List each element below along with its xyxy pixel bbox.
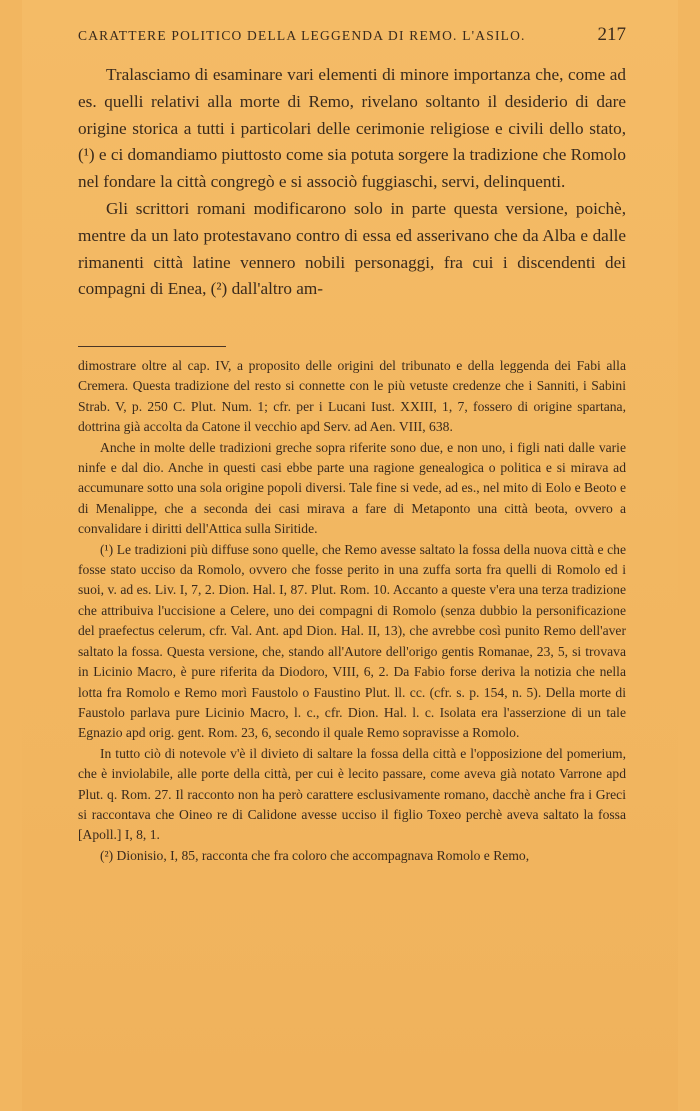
page-header — [78, 24, 626, 46]
paragraph-1: Tralasciamo di esaminare vari elementi di minore importanza che, come ad es. quelli relativi alla morte di Remo, rivelano soltanto il desiderio di dare origine storica a tutti i particolari delle cerimonie religiose e civili dello stato, (¹) e ci domandiamo piuttosto come sia potuta sorgere la tradizione che Romolo nel fondare la città congregò e si associò fuggiaschi, servi, delinquenti. — [78, 65, 627, 192]
footnote-1: (¹) Le tradizioni più diffuse sono quelle, che Remo avesse saltato la fossa della nuova città e che fosse stato ucciso da Romolo, ovvero che fosse perito in una zuffa sorta fra quelli di Romolo ed i suoi, v. ad es. Liv. I, 7, 2. Dion. Hal. I, 87. Plut. Rom. 10. Accanto a queste v'era una terza tradizione che attribuiva l'uccisione a Celere, uno dei compagni di Romolo (senza dubbio la personificazione del praefectus celerum, cfr. Val. Ant. apd Dion. Hal. II, 13), che avrebbe così punito Remo dell'aver saltato la fossa. Questa versione, che, stando all'Autore dell'origo gentis Romanae, 23, 5, si trovava in Licinio Macro, è pure riferita da Diodoro, VIII, 6, 2. Da Fabio forse deriva la notizia che nella lotta fra Romolo e Remo morì Faustolo o Faustino Plut. ll. cc. (cfr. s. p. 154, n. 5). Della morte di Faustolo parlava pure Licinio Macro, l. c., cfr. Dion. Hal. l. c. Isolata era l'asserzione di un tale Egnazio apd orig. gent. Rom. 23, 6, secondo il quale Remo sopravisse a Romolo. — [78, 541, 626, 741]
footnotes — [78, 356, 626, 866]
page-number: 217 — [597, 24, 626, 45]
book-page — [22, 0, 678, 1111]
running-head: CARATTERE POLITICO DELLA LEGGENDA DI REMO. L'ASILO. — [78, 28, 526, 43]
footnote-paragraph: In tutto ciò di notevole v'è il divieto di saltare la fossa della città e l'opposizione del pomerium, che è inviolabile, alle porte della città, per cui è lecito passare, come aveva già notato Varrone apd Plut. q. Rom. 27. Il racconto non ha però carattere esclusivamente romano, dacchè anche fra i Greci si raccontava che Oineo re di Calidone avesse ucciso il figlio Toxeo perchè aveva saltato la fossa [Apoll.] I, 8, 1. — [78, 745, 626, 843]
footnote-rule — [78, 346, 226, 347]
footnote-2: (²) Dionisio, I, 85, racconta che fra coloro che accompagnava Romolo e Remo, — [100, 847, 530, 863]
paragraph-2: Gli scrittori romani modificarono solo in parte questa versione, poichè, mentre da un lato protestavano contro di essa ed asserivano che da Alba e dalle rimanenti città latine vennero nobili personaggi, fra cui i discendenti dei compagni di Enea, (²) dall'altro am- — [78, 198, 626, 299]
main-text — [78, 62, 626, 303]
footnote-continuation: dimostrare oltre al cap. IV, a proposito delle origini del tribunato e della leggenda dei Fabi alla Cremera. Questa tradizione del resto si connette con le più vetuste credenze che i Sanniti, i Sabini Strab. V, p. 250 C. Plut. Num. 1; cfr. per i Lucani Iust. XXIII, 1, 7, fossero di origine spartana, dottrina già accolta da Catone il vecchio apd Serv. ad Aen. VIII, 638. — [78, 358, 626, 435]
footnote-paragraph: Anche in molte delle tradizioni greche sopra riferite sono due, e non uno, i figli nati dalle varie ninfe e dal dio. Anche in questi casi ebbe parte una ragione genealogica o politica e si mirava ad accumunare sotto una sola origine popoli diversi. Tale fine si vede, ad es., nel mito di Eolo e Beoto e di Menalippe, che a seconda dei casi mirava a fare di Metaponto una città beota, ovvero a convalidare i diritti dell'Attica sulla Siritide. — [78, 439, 626, 537]
